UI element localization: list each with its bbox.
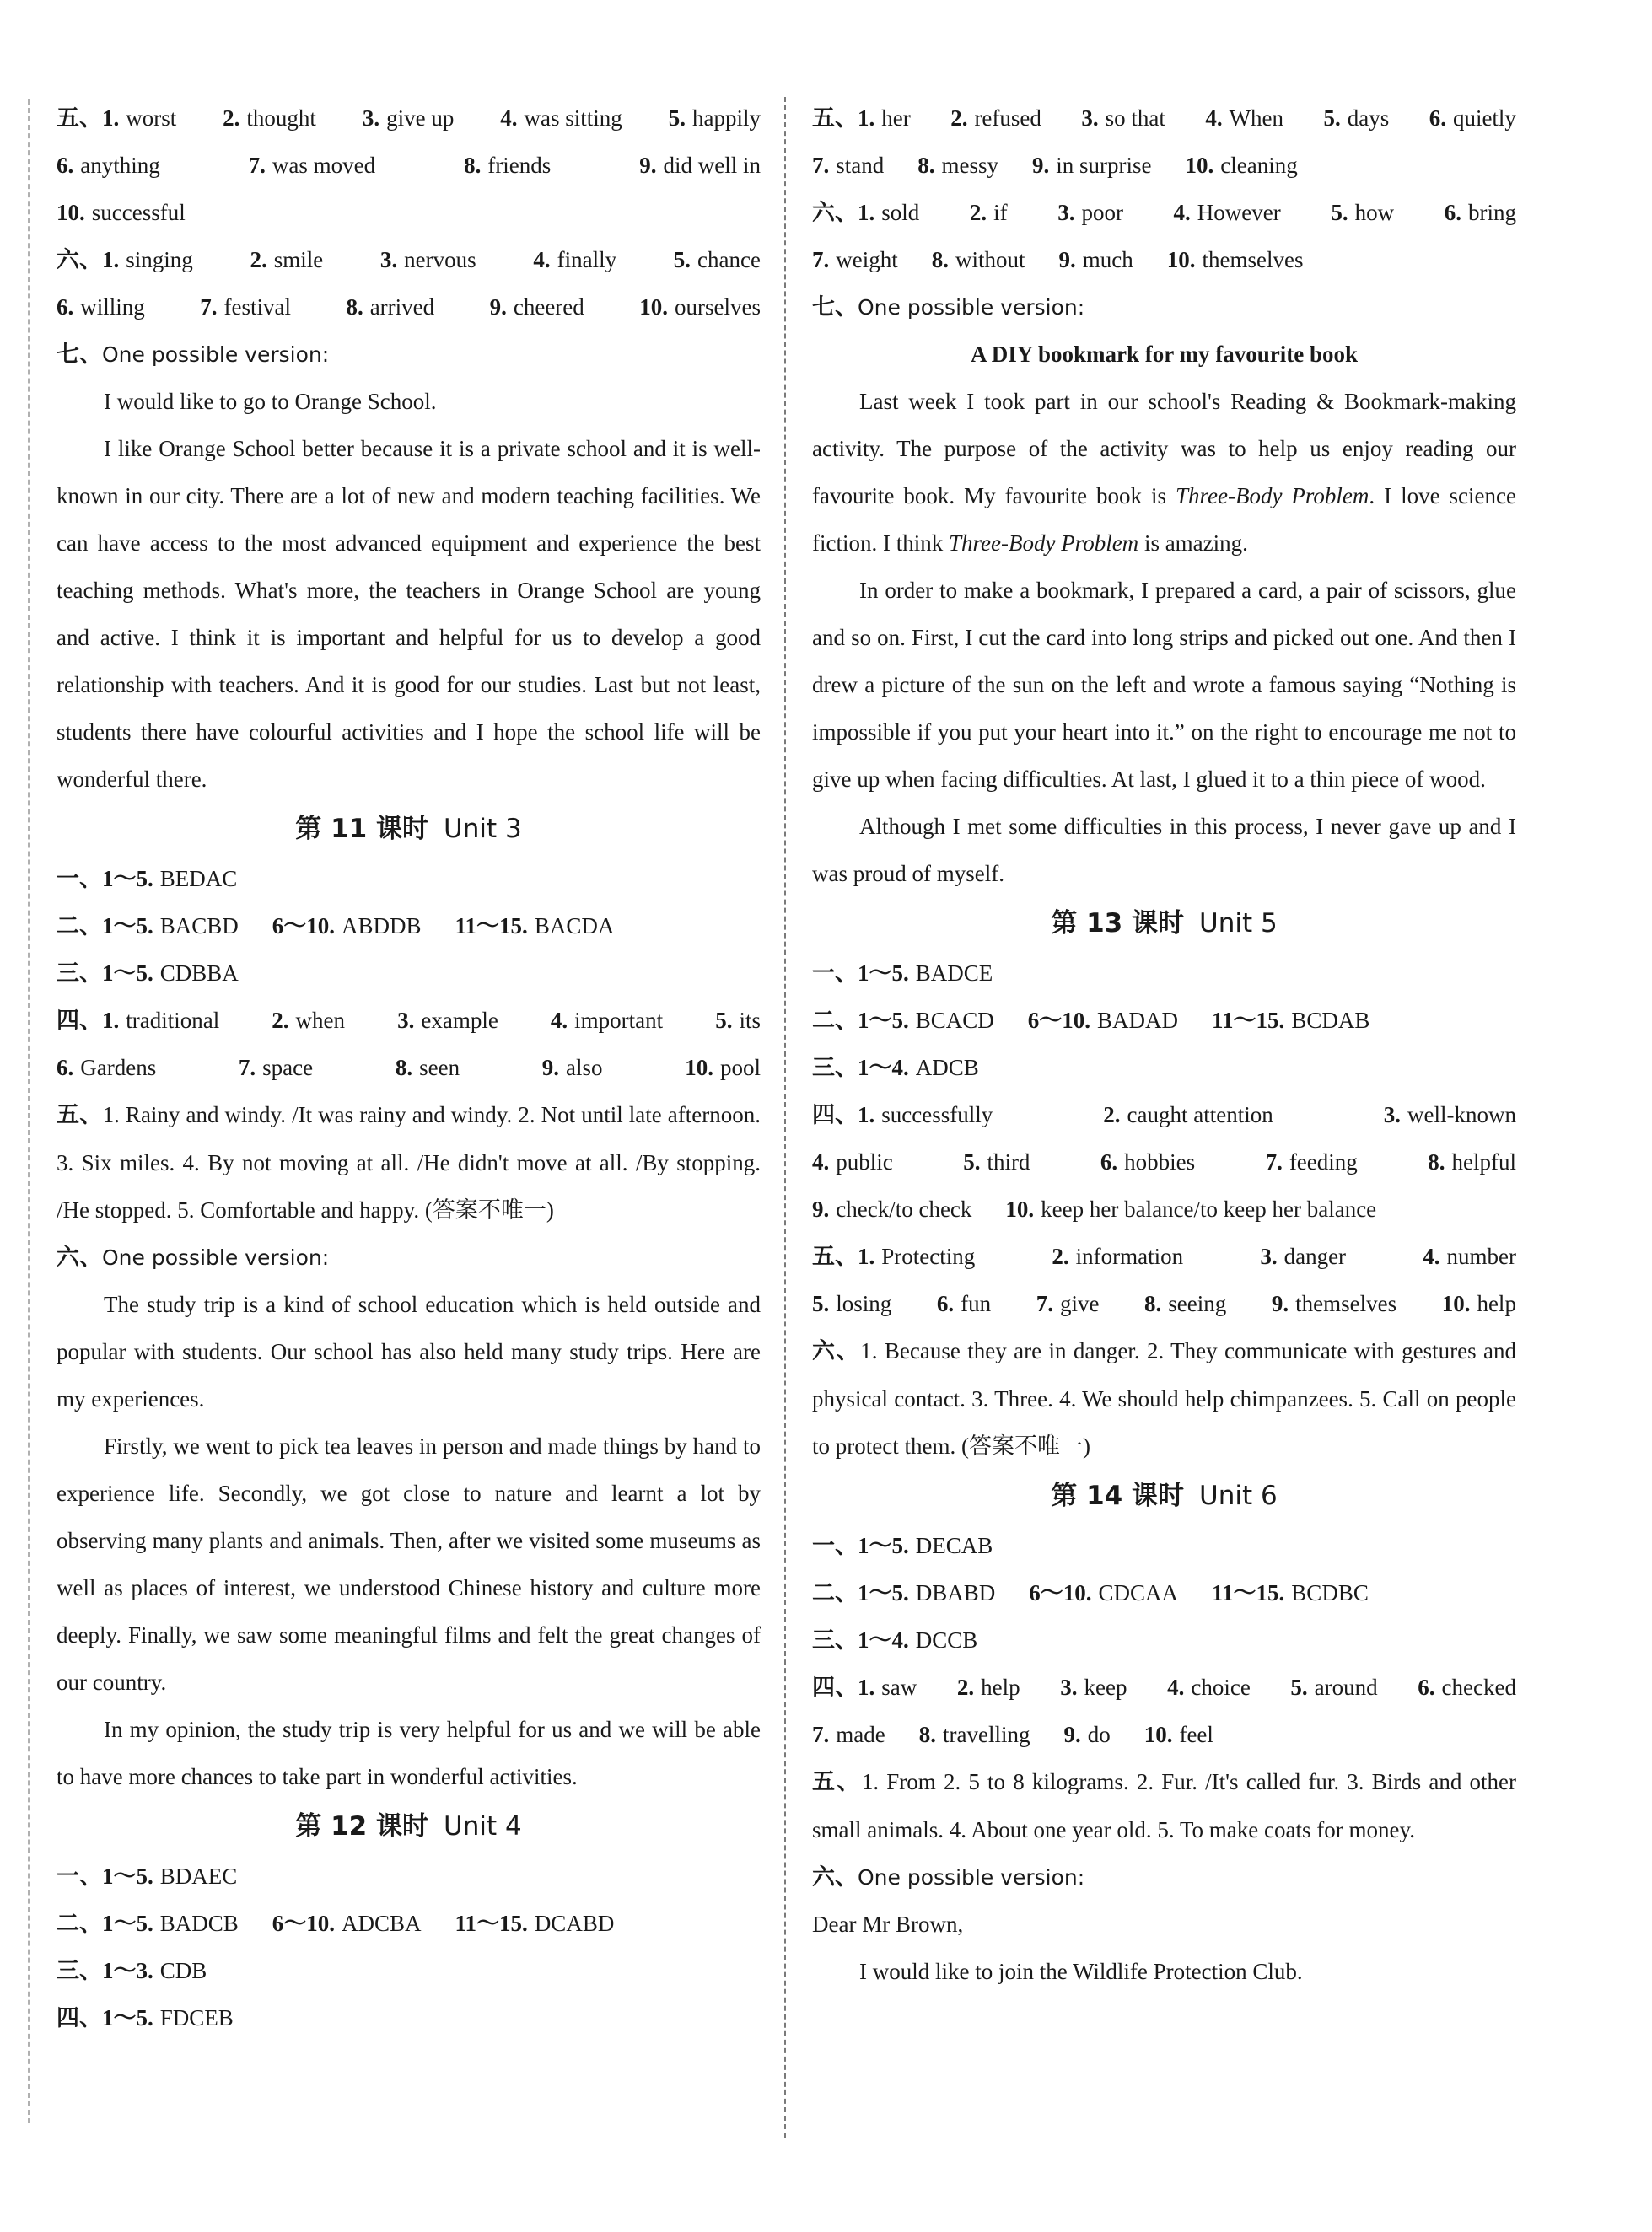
section-label: 七、 — [57, 342, 102, 368]
essay-title: A DIY bookmark for my favourite book — [970, 342, 1358, 367]
l11-q1: 一、1～5. BEDAC — [57, 866, 238, 892]
l14-q1: 一、1～5. DECAB — [812, 1533, 993, 1559]
l14-q2: 二、1～5. DBABD 6～10. CDCAA 11～15. BCDBC — [812, 1580, 1369, 1606]
letter-greeting: Dear Mr Brown, — [812, 1912, 964, 1937]
l12-q2: 二、1～5. BADCB 6～10. ADCBA 11～15. DCABD — [57, 1911, 615, 1937]
l13-q2: 二、1～5. BCACD 6～10. BADAD 11～15. BCDAB — [812, 1008, 1370, 1034]
l13-q6: 六、1. Because they are in danger. 2. They communicate with gestures and physical contact. 3. Three. 4. We should help chimpanzees. 5. Call on people to protect them. (答案不唯一) — [812, 1338, 1517, 1459]
right-s6-row1: 六、1. sold 2. if 3. poor 4. However 5. how 6. bring — [812, 200, 1516, 226]
l11-q5: 五、1. Rainy and windy. /It was rainy and windy. 2. Not until late afternoon. 3. Six miles. 4. By not moving at all. /He didn't move at all. /By stopping. /He stopped. 5. Comfortable and happy. (答案不唯一) — [57, 1102, 761, 1223]
l13-q4-row2: 4. public 5. third 6. hobbies 7. feeding 8. helpful — [812, 1149, 1516, 1175]
l11-q2: 二、1～5. BACBD 6～10. ABDDB 11～15. BACDA — [57, 913, 615, 939]
l11-q6-p3: In my opinion, the study trip is very helpful for us and we will be able to have more chances to take part in wonderful activities. — [57, 1717, 761, 1789]
left-s5-row3: 10. successful — [57, 200, 186, 225]
right-s6-row2: 7. weight 8. without 9. much 10. themselves — [812, 247, 1304, 272]
right-s7-p3: Although I met some difficulties in this process, I never gave up and I was proud of myself. — [812, 814, 1516, 886]
l14-q3: 三、1～4. DCCB — [812, 1627, 978, 1654]
left-s7-p1: I would like to go to Orange School. — [104, 389, 437, 414]
left-s7-p2: I like Orange School better because it is a private school and it is well-known in our city. There are a lot of new and modern teaching facilities. We can have access to the most advanced equipment and experience the best teaching methods. What's more, the teachers in Orange School are young and active. I think it is important and helpful for us to develop a good relationship with teachers. And it is good for our studies. Last but not least, students there have colourful activities and I hope the school life will be wonderful there. — [57, 436, 761, 792]
l14-q5: 五、1. From 2. 5 to 8 kilograms. 2. Fur. /It's called fur. 3. Birds and other small animals. 4. About one year old. 5. To make coats for money. — [812, 1769, 1516, 1842]
left-s7-header: 七、One possible version: — [57, 342, 330, 368]
lesson-11-title: 第 11 课时 Unit 3 — [295, 814, 522, 844]
right-s7-p1: Last week I took part in our school's Reading & Bookmark-making activity. The purpose of the activity was to help us enjoy reading our favourite book. My favourite book is Three-Body Problem. I love science fiction. I think Three-Body Problem is amazing. — [812, 389, 1516, 556]
right-s5-row1: 五、1. her 2. refused 3. so that 4. When 5. days 6. quietly — [812, 105, 1516, 132]
l11-q6-header: 六、One possible version: — [57, 1245, 330, 1271]
right-column — [812, 94, 1516, 1995]
l11-q3: 三、1～5. CDBBA — [57, 960, 239, 987]
lesson-13-title: 第 13 课时 Unit 5 — [1051, 908, 1278, 939]
l13-q4-row1: 四、1. successfully 2. caught attention 3. well-known — [812, 1102, 1516, 1128]
l13-q1: 一、1～5. BADCE — [812, 960, 993, 987]
column-divider — [784, 97, 786, 2138]
l14-q6-header: 六、One possible version: — [812, 1864, 1085, 1890]
l11-q6-p1: The study trip is a kind of school education which is held outside and popular with students. Our school has also held many study trips. Here are my experiences. — [57, 1292, 761, 1412]
left-column — [57, 94, 761, 2041]
l11-q4-row2: 6. Gardens 7. space 8. seen 9. also 10. pool — [57, 1055, 761, 1080]
letter-p1: I would like to join the Wildlife Protection Club. — [859, 1959, 1303, 1984]
left-s6-row1: 六、1. singing 2. smile 3. nervous 4. finally 5. chance — [57, 247, 761, 273]
l11-q4-row1: 四、1. traditional 2. when 3. example 4. important 5. its — [57, 1008, 761, 1034]
lesson-12-title: 第 12 课时 Unit 4 — [295, 1811, 522, 1842]
lesson-14-title: 第 14 课时 Unit 6 — [1051, 1481, 1278, 1511]
l12-q3: 三、1～3. CDB — [57, 1958, 207, 1984]
l14-q4-row1: 四、1. saw 2. help 3. keep 4. choice 5. around 6. checked — [812, 1675, 1516, 1701]
l11-q6-p2: Firstly, we went to pick tea leaves in person and made things by hand to experience life. Secondly, we got close to nature and learnt a lot by observing many plants and animals. Then, after we visited some museums as well as places of interest, we understood Chinese history and culture more deeply. Finally, we saw some meaningful films and felt the great changes of our country. — [57, 1433, 761, 1695]
l12-q4: 四、1～5. FDCEB — [57, 2005, 234, 2031]
l13-q5-row2: 5. losing 6. fun 7. give 8. seeing 9. themselves 10. help — [812, 1291, 1516, 1316]
section-label: 六、 — [57, 247, 102, 273]
l13-q4-row3: 9. check/to check 10. keep her balance/to keep her balance — [812, 1197, 1377, 1222]
l13-q3: 三、1～4. ADCB — [812, 1055, 979, 1081]
right-s7-p2: In order to make a bookmark, I prepared a card, a pair of scissors, glue and so on. First, I cut the card into long strips and picked out one. And then I drew a picture of the sun on the left and wrote a famous saying “Nothing is impossible if you put your heart into it.” on the right to encourage me not to give up when facing difficulties. At last, I glued it to a thin piece of wood. — [812, 578, 1516, 792]
l12-q1: 一、1～5. BDAEC — [57, 1864, 238, 1890]
section-label: 五、 — [57, 105, 102, 132]
right-s7-header: 七、One possible version: — [812, 294, 1085, 320]
left-s6-row2: 6. willing 7. festival 8. arrived 9. cheered 10. ourselves — [57, 294, 761, 320]
right-s5-row2: 7. stand 8. messy 9. in surprise 10. cleaning — [812, 153, 1298, 178]
l13-q5-row1: 五、1. Protecting 2. information 3. danger 4. number — [812, 1244, 1516, 1270]
l14-q4-row2: 7. made 8. travelling 9. do 10. feel — [812, 1722, 1213, 1747]
left-s5-row2: 6. anything 7. was moved 8. friends 9. did well in — [57, 153, 761, 178]
left-s5-row1: 五、1. worst 2. thought 3. give up 4. was sitting 5. happily — [57, 105, 761, 132]
binding-edge-dashes — [28, 99, 30, 2123]
